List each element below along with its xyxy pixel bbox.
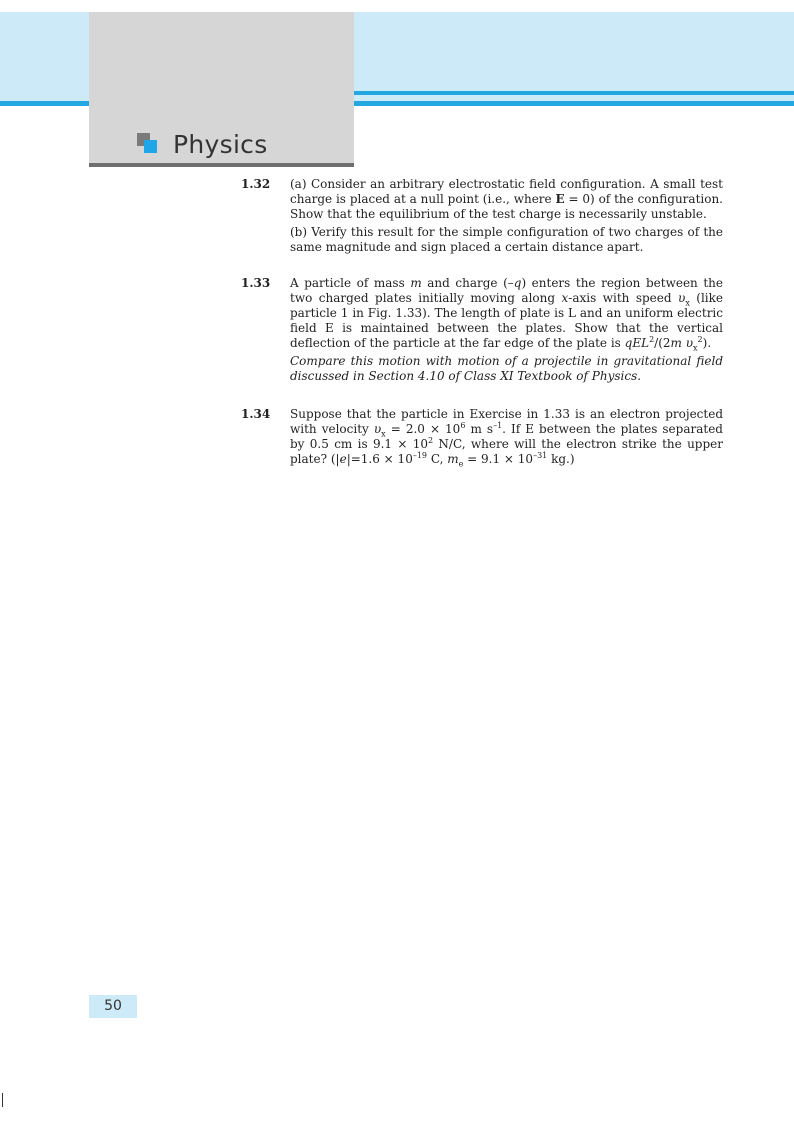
exercise-text: Suppose that the particle in Exercise in 1.33 is an electron projected with velocity $\upsilon_x = 2.0 \times 10^6$ m $s^{-1}$. If E between the plates separated by 0.5 cm is $9.1 \times 10^2$ N/C, where will the electron strike the upper plate? ($|e|=1.6 \times 10^{-19}$ C, $m_e = 9.1 \times 10^{-31}$ kg.) [290,407,723,469]
exercise-body [290,407,723,467]
exercise-1-32 [241,177,723,258]
exercise-body [290,177,723,255]
exercise-number: 1.32 [241,177,271,191]
exercise-1-34 [241,407,723,470]
blue-square-icon [144,140,157,153]
crop-mark-bottom [2,1093,3,1107]
chapter-tab-underline [89,163,354,167]
exercise-body [290,276,723,384]
page-number-box [89,995,137,1018]
squares-logo-icon [137,133,161,155]
book-title: Physics [173,130,268,159]
exercise-number: 1.34 [241,407,271,421]
exercise-1-33 [241,276,723,384]
exercise-part-b: (b) Verify this result for the simple configuration of two charges of the same magnitude and sign placed a certain distance apart. [290,225,723,254]
exercise-note: Compare this motion with motion of a projectile in gravitational field discussed in Section 4.10 of Class XI Textbook of Physics. [290,354,723,383]
page-number: 50 [104,998,122,1014]
exercise-text: A particle of mass m and charge (–q) enters the region between the two charged plates initially moving along x-axis with speed $\upsilon_x$ (like particle 1 in Fig. 1.33). The length of plate is L and an uniform electric field E is maintained between the plates. Show that the vertical deflection of the particle at the far edge of the plate is qEL$^2$/(2m $\upsilon_x^2$). [290,276,724,353]
exercise-part-a: (a) Consider an arbitrary electrostatic field configuration. A small test charge is placed at a null point (i.e., where E = 0) of the configuration. Show that the equilibrium of the test charge is necessarily unstable. [290,177,723,221]
header-rule-upper [354,91,794,95]
exercise-number: 1.33 [241,276,271,290]
